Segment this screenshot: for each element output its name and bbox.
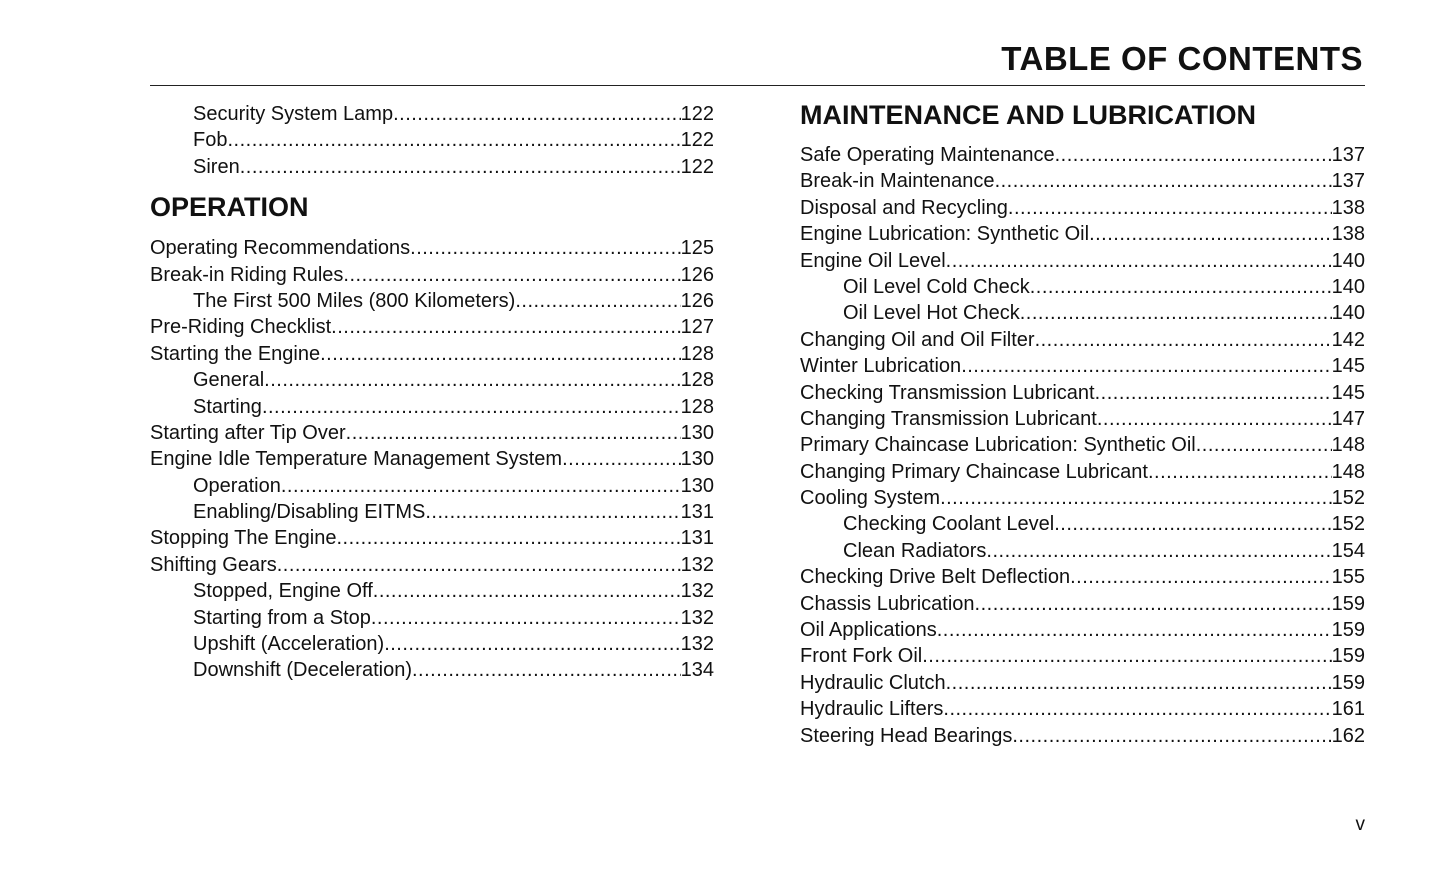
toc-entry-title: Oil Level Hot Check	[843, 302, 1020, 325]
toc-entry[interactable]	[150, 154, 714, 180]
toc-entry[interactable]	[800, 591, 1365, 617]
toc-entry-page: 148	[1331, 460, 1365, 483]
dot-leader	[343, 262, 680, 288]
toc-entry-title: Changing Primary Chaincase Lubricant	[800, 460, 1148, 483]
toc-entry-page: 126	[680, 263, 714, 286]
toc-entry[interactable]	[150, 631, 714, 657]
toc-entry-page: 140	[1331, 249, 1365, 272]
toc-entry[interactable]	[150, 367, 714, 393]
dot-leader	[937, 617, 1332, 643]
toc-entry-page: 152	[1331, 513, 1365, 536]
toc-entry-page: 128	[680, 342, 714, 365]
toc-entry-title: Stopped, Engine Off	[193, 580, 373, 603]
toc-entry-title: Checking Coolant Level	[843, 513, 1055, 536]
section-heading-operation: OPERATION	[150, 192, 309, 223]
toc-entry[interactable]	[150, 605, 714, 631]
toc-entry-page: 159	[1331, 619, 1365, 642]
section-heading-maintenance: MAINTENANCE AND LUBRICATION	[800, 100, 1256, 130]
toc-entry-page: 128	[680, 395, 714, 418]
toc-entry-page: 137	[1331, 170, 1365, 193]
toc-entry[interactable]	[800, 248, 1365, 274]
dot-leader	[227, 127, 680, 153]
dot-leader	[995, 168, 1332, 194]
dot-leader	[264, 367, 680, 393]
dot-leader	[1196, 432, 1332, 458]
dot-leader	[281, 473, 681, 499]
dot-leader	[975, 591, 1332, 617]
toc-entry[interactable]	[800, 432, 1365, 458]
toc-entry[interactable]	[800, 617, 1365, 643]
toc-entry-page: 155	[1331, 566, 1365, 589]
header-rule	[150, 85, 1365, 86]
toc-entry[interactable]	[150, 420, 714, 446]
dot-leader	[562, 446, 681, 472]
toc-entry[interactable]	[800, 353, 1365, 379]
toc-entry-title: Changing Oil and Oil Filter	[800, 328, 1035, 351]
dot-leader	[1012, 723, 1331, 749]
toc-entry[interactable]	[800, 406, 1365, 432]
toc-entry[interactable]	[150, 262, 714, 288]
toc-entry-page: 145	[1331, 355, 1365, 378]
dot-leader	[320, 341, 681, 367]
toc-entry[interactable]	[150, 341, 714, 367]
toc-entry[interactable]	[150, 499, 714, 525]
toc-entry[interactable]	[150, 525, 714, 551]
toc-entry[interactable]	[150, 127, 714, 153]
toc-entry-page: 131	[680, 501, 714, 524]
dot-leader	[1097, 406, 1332, 432]
toc-entry-title: Chassis Lubrication	[800, 592, 975, 615]
dot-leader	[1054, 511, 1331, 537]
toc-entry-title: Hydraulic Clutch	[800, 671, 946, 694]
toc-entry-page: 162	[1331, 724, 1365, 747]
toc-entry-page: 127	[680, 316, 714, 339]
dot-leader	[1089, 221, 1332, 247]
toc-entry-title: The First 500 Miles (800 Kilometers)	[193, 289, 516, 312]
dot-leader	[412, 657, 681, 683]
toc-entry-page: 126	[680, 289, 714, 312]
toc-entry-page: 130	[680, 474, 714, 497]
toc-entry-page: 130	[680, 448, 714, 471]
toc-entry-page: 128	[680, 369, 714, 392]
toc-entry-page: 138	[1331, 196, 1365, 219]
toc-entry-title: Starting	[193, 395, 262, 418]
toc-entry-page: 142	[1331, 328, 1365, 351]
toc-entry-page: 159	[1331, 671, 1365, 694]
dot-leader	[1070, 564, 1332, 590]
toc-entry-page: 131	[680, 527, 714, 550]
toc-entry[interactable]	[150, 101, 714, 127]
toc-entry[interactable]	[150, 446, 714, 472]
toc-entry[interactable]	[800, 511, 1365, 537]
toc-entry-page: 159	[1331, 592, 1365, 615]
toc-entry-page: 147	[1331, 407, 1365, 430]
toc-entry[interactable]	[150, 552, 714, 578]
toc-entry[interactable]	[800, 723, 1365, 749]
toc-entry[interactable]	[800, 142, 1365, 168]
toc-entry-title: Changing Transmission Lubricant	[800, 407, 1097, 430]
toc-entry-title: Clean Radiators	[843, 539, 987, 562]
toc-entry[interactable]	[800, 485, 1365, 511]
toc-entry[interactable]	[800, 696, 1365, 722]
toc-entry-title: Engine Oil Level	[800, 249, 946, 272]
toc-entry-title: Fob	[193, 129, 228, 152]
dot-leader	[425, 499, 680, 525]
toc-entry-title: Checking Drive Belt Deflection	[800, 566, 1071, 589]
dot-leader	[986, 538, 1331, 564]
toc-entry-page: 138	[1331, 223, 1365, 246]
toc-entry-page: 137	[1331, 144, 1365, 166]
dot-leader	[946, 248, 1332, 274]
toc-entry[interactable]	[800, 564, 1365, 590]
toc-entry-title: Cooling System	[800, 487, 941, 510]
toc-entry[interactable]	[800, 221, 1365, 247]
toc-entry-title: Operating Recommendations	[150, 237, 411, 260]
toc-entry-title: Winter Lubrication	[800, 355, 962, 378]
page-number: v	[1355, 814, 1365, 835]
toc-entry[interactable]	[800, 380, 1365, 406]
toc-entry-title: General	[193, 369, 265, 392]
toc-entry-title: Engine Lubrication: Synthetic Oil	[800, 223, 1090, 246]
dot-leader	[943, 696, 1331, 722]
dot-leader	[384, 631, 680, 657]
toc-entry-title: Engine Idle Temperature Management System	[150, 448, 563, 471]
toc-entry-title: Upshift (Acceleration)	[193, 633, 385, 656]
toc-entry-title: Oil Level Cold Check	[843, 275, 1030, 298]
dot-leader	[277, 552, 681, 578]
toc-entry-title: Starting after Tip Over	[150, 421, 346, 444]
toc-entry[interactable]	[150, 394, 714, 420]
dot-leader	[946, 670, 1332, 696]
toc-entry-title: Downshift (Deceleration)	[193, 659, 412, 682]
toc-left-column	[150, 101, 714, 684]
dot-leader	[1095, 380, 1332, 406]
toc-entry-title: Shifting Gears	[150, 553, 277, 576]
dot-leader	[240, 154, 681, 180]
toc-entry-page: 122	[680, 103, 714, 125]
toc-maintenance-entries	[800, 142, 1365, 749]
toc-right-column	[800, 99, 1365, 749]
toc-entry-page: 140	[1331, 275, 1365, 298]
dot-leader	[1008, 195, 1332, 221]
toc-entry-page: 161	[1331, 698, 1365, 721]
toc-entry-page: 132	[680, 606, 714, 629]
dot-leader	[331, 314, 680, 340]
dot-leader	[346, 420, 681, 446]
toc-entry-page: 152	[1331, 487, 1365, 510]
dot-leader	[373, 578, 681, 604]
toc-entry[interactable]	[800, 538, 1365, 564]
dot-leader	[1030, 274, 1332, 300]
toc-entry-page: 140	[1331, 302, 1365, 325]
toc-entry-page: 132	[680, 580, 714, 603]
toc-entry-page: 122	[680, 129, 714, 152]
toc-entry[interactable]	[150, 235, 714, 261]
toc-entry[interactable]	[800, 168, 1365, 194]
toc-entry-title: Safe Operating Maintenance	[800, 144, 1055, 166]
dot-leader	[371, 605, 681, 631]
dot-leader	[1020, 300, 1332, 326]
toc-entry[interactable]	[800, 300, 1365, 326]
toc-entry-title: Oil Applications	[800, 619, 937, 642]
toc-entry-page: 154	[1331, 539, 1365, 562]
dot-leader	[1035, 327, 1332, 353]
toc-entry-page: 159	[1331, 645, 1365, 668]
toc-entry-title: Primary Chaincase Lubrication: Synthetic Oil	[800, 434, 1196, 457]
dot-leader	[262, 394, 681, 420]
toc-entry-page: 148	[1331, 434, 1365, 457]
toc-entry-title: Front Fork Oil	[800, 645, 923, 668]
toc-entry-title: Checking Transmission Lubricant	[800, 381, 1095, 404]
toc-entry-page: 125	[680, 237, 714, 260]
toc-entry-title: Disposal and Recycling	[800, 196, 1008, 219]
toc-entry[interactable]	[150, 657, 714, 683]
toc-entry[interactable]	[800, 195, 1365, 221]
toc-entry-title: Stopping The Engine	[150, 527, 337, 550]
toc-entry[interactable]	[150, 314, 714, 340]
toc-intro-entries	[150, 101, 714, 180]
toc-entry-title: Operation	[193, 474, 281, 497]
toc-entry[interactable]	[800, 459, 1365, 485]
toc-entry[interactable]	[150, 473, 714, 499]
toc-entry-title: Starting from a Stop	[193, 606, 371, 629]
toc-entry-title: Enabling/Disabling EITMS	[193, 501, 426, 524]
toc-entry-title: Siren	[193, 155, 240, 178]
toc-entry-title: Security System Lamp	[193, 103, 394, 125]
toc-entry-title: Hydraulic Lifters	[800, 698, 944, 721]
toc-entry-title: Break-in Maintenance	[800, 170, 995, 193]
dot-leader	[1055, 142, 1332, 168]
dot-leader	[410, 235, 680, 261]
toc-entry-title: Pre-Riding Checklist	[150, 316, 332, 339]
toc-entry[interactable]	[150, 288, 714, 314]
dot-leader	[393, 101, 681, 127]
toc-entry[interactable]	[800, 643, 1365, 669]
toc-entry[interactable]	[800, 327, 1365, 353]
toc-entry[interactable]	[800, 274, 1365, 300]
dot-leader	[515, 288, 680, 314]
toc-entry-page: 134	[680, 659, 714, 682]
dot-leader	[940, 485, 1332, 511]
toc-entry[interactable]	[800, 670, 1365, 696]
dot-leader	[336, 525, 680, 551]
toc-entry-page: 130	[680, 421, 714, 444]
toc-entry-page: 122	[680, 155, 714, 178]
page-title: TABLE OF CONTENTS	[1001, 40, 1363, 77]
toc-entry-page: 132	[680, 633, 714, 656]
toc-entry[interactable]	[150, 578, 714, 604]
dot-leader	[961, 353, 1331, 379]
toc-entry-title: Steering Head Bearings	[800, 724, 1013, 747]
toc-entry-title: Starting the Engine	[150, 342, 321, 365]
dot-leader	[1148, 459, 1332, 485]
toc-entry-page: 132	[680, 553, 714, 576]
dot-leader	[922, 643, 1331, 669]
toc-operation-entries	[150, 235, 714, 684]
toc-entry-title: Break-in Riding Rules	[150, 263, 344, 286]
toc-entry-page: 145	[1331, 381, 1365, 404]
